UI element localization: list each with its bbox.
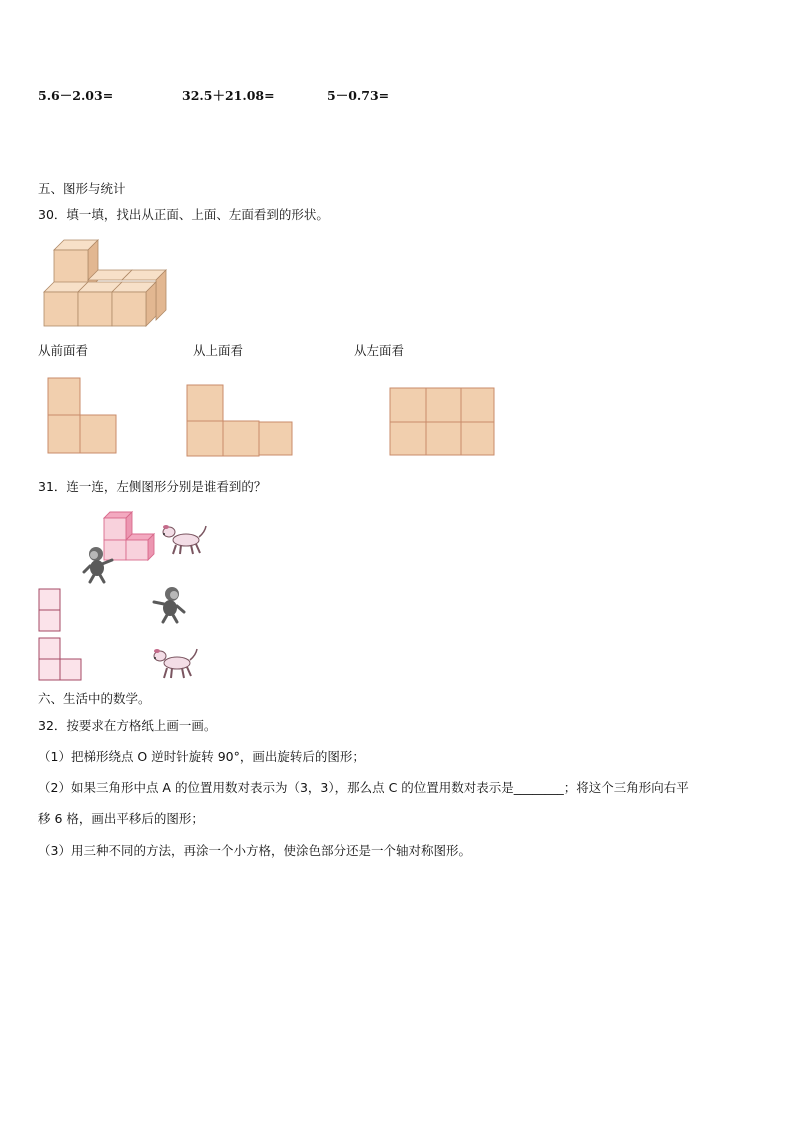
calc-item-2: 32.5＋21.08= xyxy=(182,88,275,103)
section-6-title: 六、生活中的数学。 xyxy=(38,691,151,706)
question-32-text: 32．按要求在方格纸上画一画。 xyxy=(38,718,217,733)
monkey-icon xyxy=(80,546,116,584)
monkey-icon xyxy=(152,586,188,624)
calc-item-3: 5－0.73= xyxy=(327,88,390,103)
section-5-title: 五、图形与统计 xyxy=(38,181,126,196)
question-31-text: 31．连一连，左侧图形分别是谁看到的？ xyxy=(38,479,267,494)
label-front-view: 从前面看 xyxy=(38,343,89,358)
calc-item-1: 5.6－2.03= xyxy=(38,88,114,103)
top-view-shape xyxy=(187,385,295,457)
cube-stack-figure xyxy=(40,236,170,328)
question-30-text: 30．填一填，找出从正面、上面、左面看到的形状。 xyxy=(38,207,329,222)
question-32-part-3: （3）用三种不同的方法，再涂一个小方格，使涂色部分还是一个轴对称图形。 xyxy=(38,843,471,858)
question-32-part-2-line-1: （2）如果三角形中点 A 的位置用数对表示为（3，3），那么点 C 的位置用数对表示是________；将这个三角形向右平 xyxy=(38,780,689,795)
label-left-view: 从左面看 xyxy=(354,343,405,358)
front-view-shape xyxy=(48,378,118,454)
view-shape-column xyxy=(38,588,62,634)
label-top-view: 从上面看 xyxy=(193,343,244,358)
question-32-part-1: （1）把梯形绕点 O 逆时针旋转 90°，画出旋转后的图形； xyxy=(38,749,365,764)
dog-icon xyxy=(150,646,200,680)
view-shape-l xyxy=(38,637,84,683)
left-view-shape xyxy=(390,388,496,456)
question-32-part-2-line-2: 移 6 格，画出平移后的图形； xyxy=(38,811,204,826)
dog-icon xyxy=(160,522,208,556)
